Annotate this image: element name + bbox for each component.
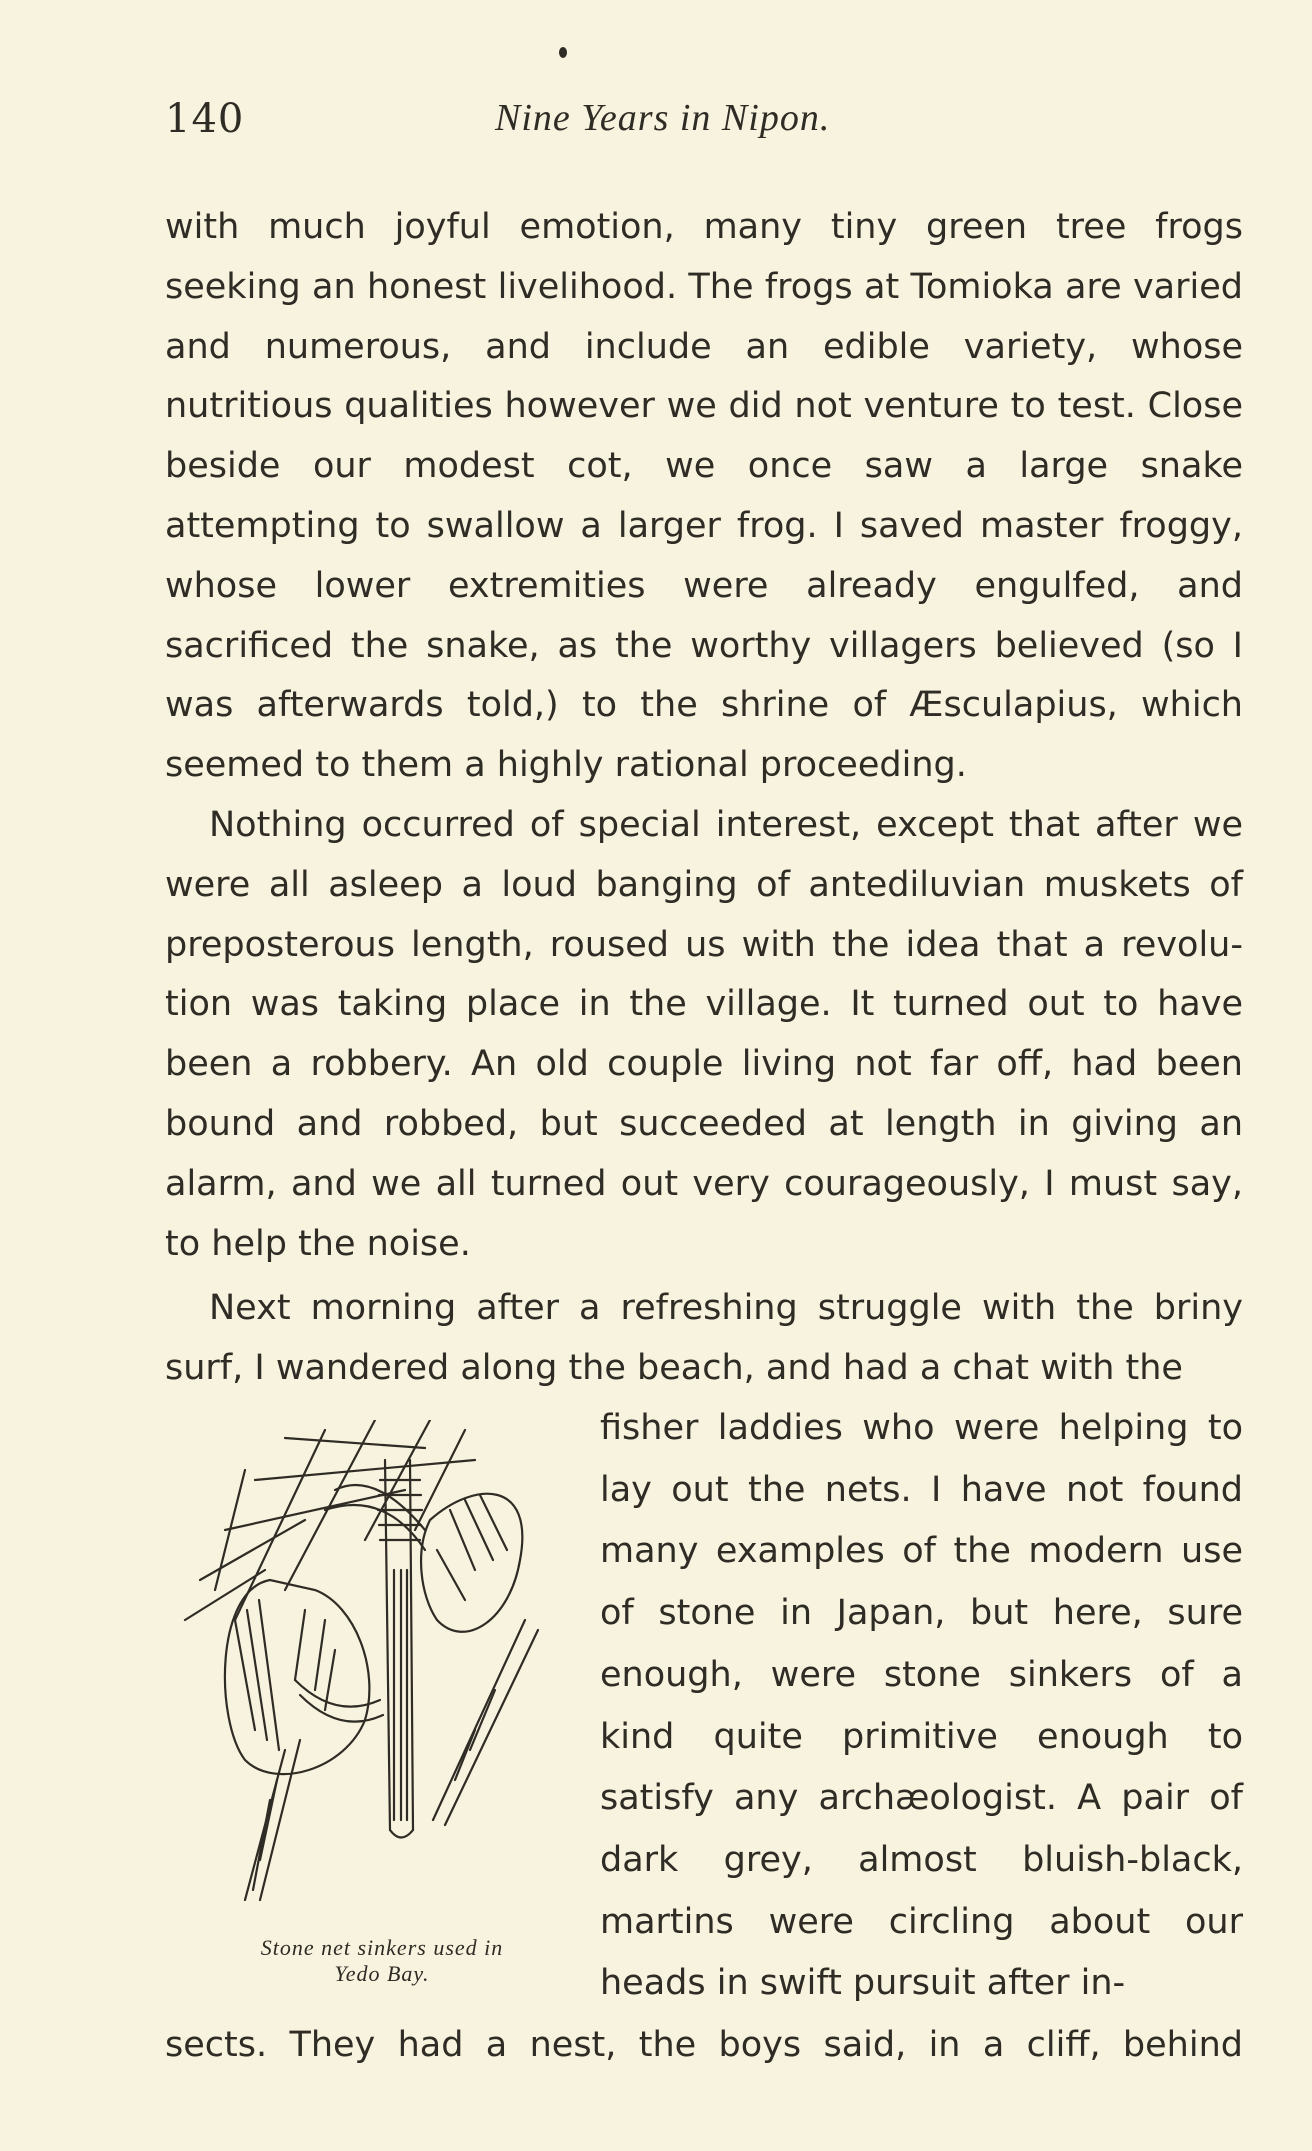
stone-net-sinkers-illustration xyxy=(175,1420,575,1920)
paragraph-2: Nothing occurred of special interest, except that after we were all asleep a loud banging of antediluvian muskets of preposterous length, roused us with the idea that a revolu-tion was taking place in the village. It turned out to have been a robbery. An old couple living not far off, had been bound and robbed, but succeeded at length in giving an alarm, and we all turned out very courageously, I must say, to help the noise. xyxy=(165,804,1243,1264)
body-text-beside-figure: fisher laddies who were helping to lay out the nets. I have not found many examples of the modern use of stone in Japan, but here, sure enough, were stone sinkers of a kind quite primitive enough to satisfy any archæologist. A pair of dark grey, almost bluish-black, martins were circling about our heads in swift pursuit after in- xyxy=(600,1408,1243,2004)
figure-caption xyxy=(212,1935,552,1987)
body-text-middle xyxy=(165,1279,1243,1399)
paragraph-3-start: Next morning after a refreshing struggle with the briny surf, I wandered along the beach, and had a chat with the xyxy=(165,1288,1243,1388)
paragraph-1: with much joyful emotion, many tiny green tree frogs seeking an honest livelihood. The frogs at Tomioka are varied and numerous, and include an edible variety, whose nutritious qualities however we did not venture to test. Close beside our modest cot, we once saw a large snake attempting to swallow a larger frog. I saved master froggy, whose lower extremities were already engulfed, and sacrificed the snake, as the worthy villagers believed (so I was afterwards told,) to the shrine of Æsculapius, which seemed to them a highly rational proceeding. xyxy=(165,207,1243,786)
page-header xyxy=(165,96,1247,156)
caption-line-2: Yedo Bay. xyxy=(334,1961,430,1986)
body-text-last-line: sects. They had a nest, the boys said, in a cliff, behind xyxy=(165,2025,1243,2065)
caption-line-1: Stone net sinkers used in xyxy=(260,1935,504,1960)
running-title: Nine Years in Nipon. xyxy=(495,97,831,139)
figure-with-text xyxy=(165,1398,1243,2004)
page-mark-dot xyxy=(559,47,567,58)
figure xyxy=(165,1398,585,1998)
page-number: 140 xyxy=(165,96,245,142)
body-text-upper xyxy=(165,198,1243,1274)
